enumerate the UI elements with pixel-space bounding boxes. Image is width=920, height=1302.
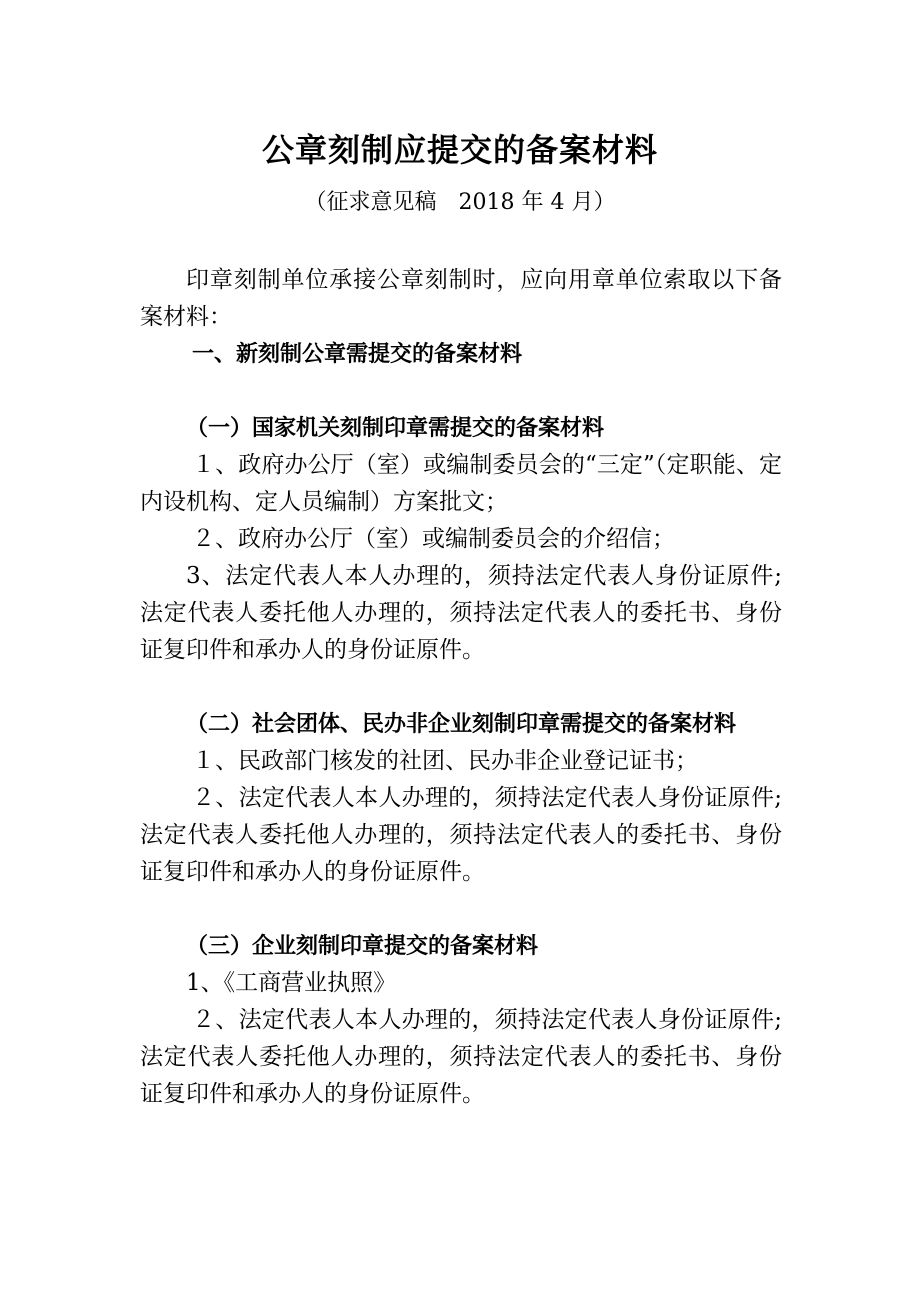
section-heading-1: 一、新刻制公章需提交的备案材料 (192, 342, 523, 367)
subsection-heading-3: （三）企业刻制印章提交的备案材料 (186, 934, 539, 959)
intro-paragraph: 印章刻制单位承接公章刻制时，应向用章单位索取以下备案材料： (140, 267, 782, 330)
list-item: １、民政部门核发的社团、民办非企业登记证书； (192, 748, 698, 774)
subsection-heading-1: （一）国家机关刻制印章需提交的备案材料 (186, 416, 605, 441)
spacer (140, 669, 782, 706)
list-item: 1、《工商营业执照》 (186, 970, 397, 996)
list-item: ２、法定代表人本人办理的，须持法定代表人身份证原件; 法定代表人委托他人办理的，须持法定代表人的委托书、身份证复印件和承办人的身份证原件。 (140, 785, 782, 885)
spacer (140, 891, 782, 928)
document-subtitle: （征求意见稿 2018 年 4 月） (304, 190, 616, 215)
list-item: ２、法定代表人本人办理的，须持法定代表人身份证原件; 法定代表人委托他人办理的，须持法定代表人的委托书、身份证复印件和承办人的身份证原件。 (140, 1007, 782, 1107)
document-title: 公章刻制应提交的备案材料 (261, 131, 658, 169)
list-item: ２、政府办公厅（室）或编制委员会的介绍信； (192, 526, 675, 552)
list-item: 3、法定代表人本人办理的，须持法定代表人身份证原件; 法定代表人委托他人办理的，须持法定代表人的委托书、身份证复印件和承办人的身份证原件。 (140, 563, 782, 663)
document-body (140, 262, 782, 1113)
spacer (140, 373, 782, 410)
subsection-heading-2: （二）社会团体、民办非企业刻制印章需提交的备案材料 (186, 712, 737, 737)
list-item: １、政府办公厅（室）或编制委员会的“三定”（定职能、定内设机构、定人员编制）方案批文； (140, 452, 782, 515)
